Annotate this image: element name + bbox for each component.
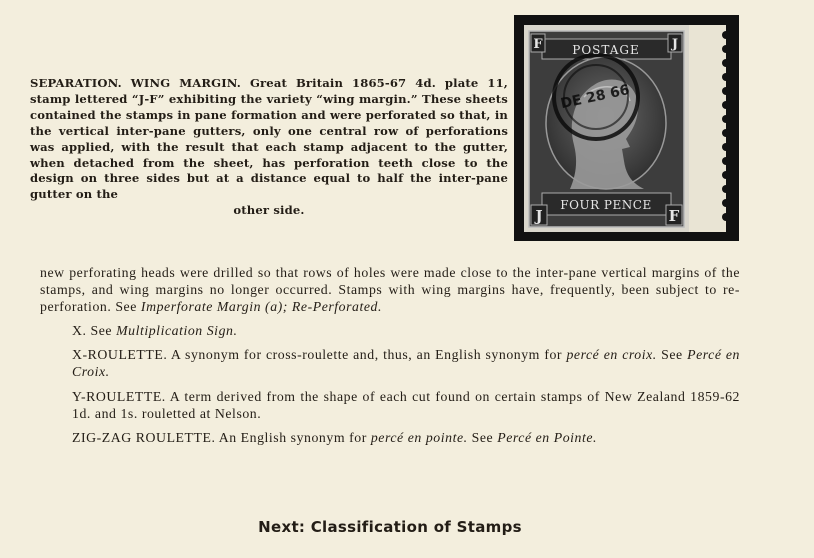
figure-caption [30, 76, 508, 219]
caption-last-line: other side. [233, 203, 305, 218]
postmark-text: DE 28 66 [559, 81, 632, 113]
cross-reference: Multiplication Sign. [116, 323, 238, 339]
cross-reference: Imperforate Margin (a); Re-Perforated. [140, 299, 383, 315]
corner-letter-top-left: F [533, 37, 543, 52]
stamp-bottom-label: FOUR PENCE [560, 198, 652, 212]
corner-letter-bottom-left: J [535, 207, 543, 225]
stamp-image [514, 15, 739, 241]
entry-wing-margin-continued: new perforating heads were drilled so that rows of holes were made close to the inter-pane vertical margins of the stamps, and wing margins no longer occurred. Stamps with wing margins have, frequently, been subject to re-perforation. See Imperforate Margin (a); Re-Perforated. [40, 265, 740, 315]
corner-letter-top-right: J [671, 37, 679, 52]
term: percé en croix. [566, 347, 657, 363]
entry-x-roulette: X-ROULETTE. A synonym for cross-roulette and, thus, an English synonym for percé en croix. See Percé en Croix. [72, 347, 741, 380]
entry-y-roulette: Y-ROULETTE. A term derived from the shape of each cut found on certain stamps of New Zealand 1859-62 1d. and 1s. rouletted at Nelson. [72, 388, 740, 421]
stamp-photograph [514, 15, 739, 241]
next-section-heading[interactable]: Next: Classification of Stamps [258, 518, 522, 536]
corner-letter-bottom-right: F [668, 207, 680, 225]
caption-heading: SEPARATION. WING MARGIN. [30, 76, 241, 90]
entry-x: X. See Multiplication Sign. [72, 323, 238, 339]
cross-reference: Percé en Pointe. [497, 429, 598, 445]
dictionary-text [40, 264, 740, 446]
cross-reference: Percé en Croix. [72, 347, 741, 380]
stamp-top-label: POSTAGE [572, 43, 640, 57]
entry-zig-zag-roulette: ZIG-ZAG ROULETTE. An English synonym for percé en pointe. See Percé en Pointe. [72, 429, 598, 445]
term: percé en pointe. [370, 429, 468, 445]
caption-text: Great Britain 1865-67 4d. plate 11, stamp lettered “J-F” exhibiting the variety “wing margin.” These sheets contained the stamps in pane formation and were perforated so that, in the vertical inter-pane gutters, only one central row of perforations was applied, with the result that each stamp adjacent to the gutter, when detached from the sheet, has perforation teeth close to the design on three sides but at a distance equal to half the inter-pane gutter on the [30, 76, 508, 202]
